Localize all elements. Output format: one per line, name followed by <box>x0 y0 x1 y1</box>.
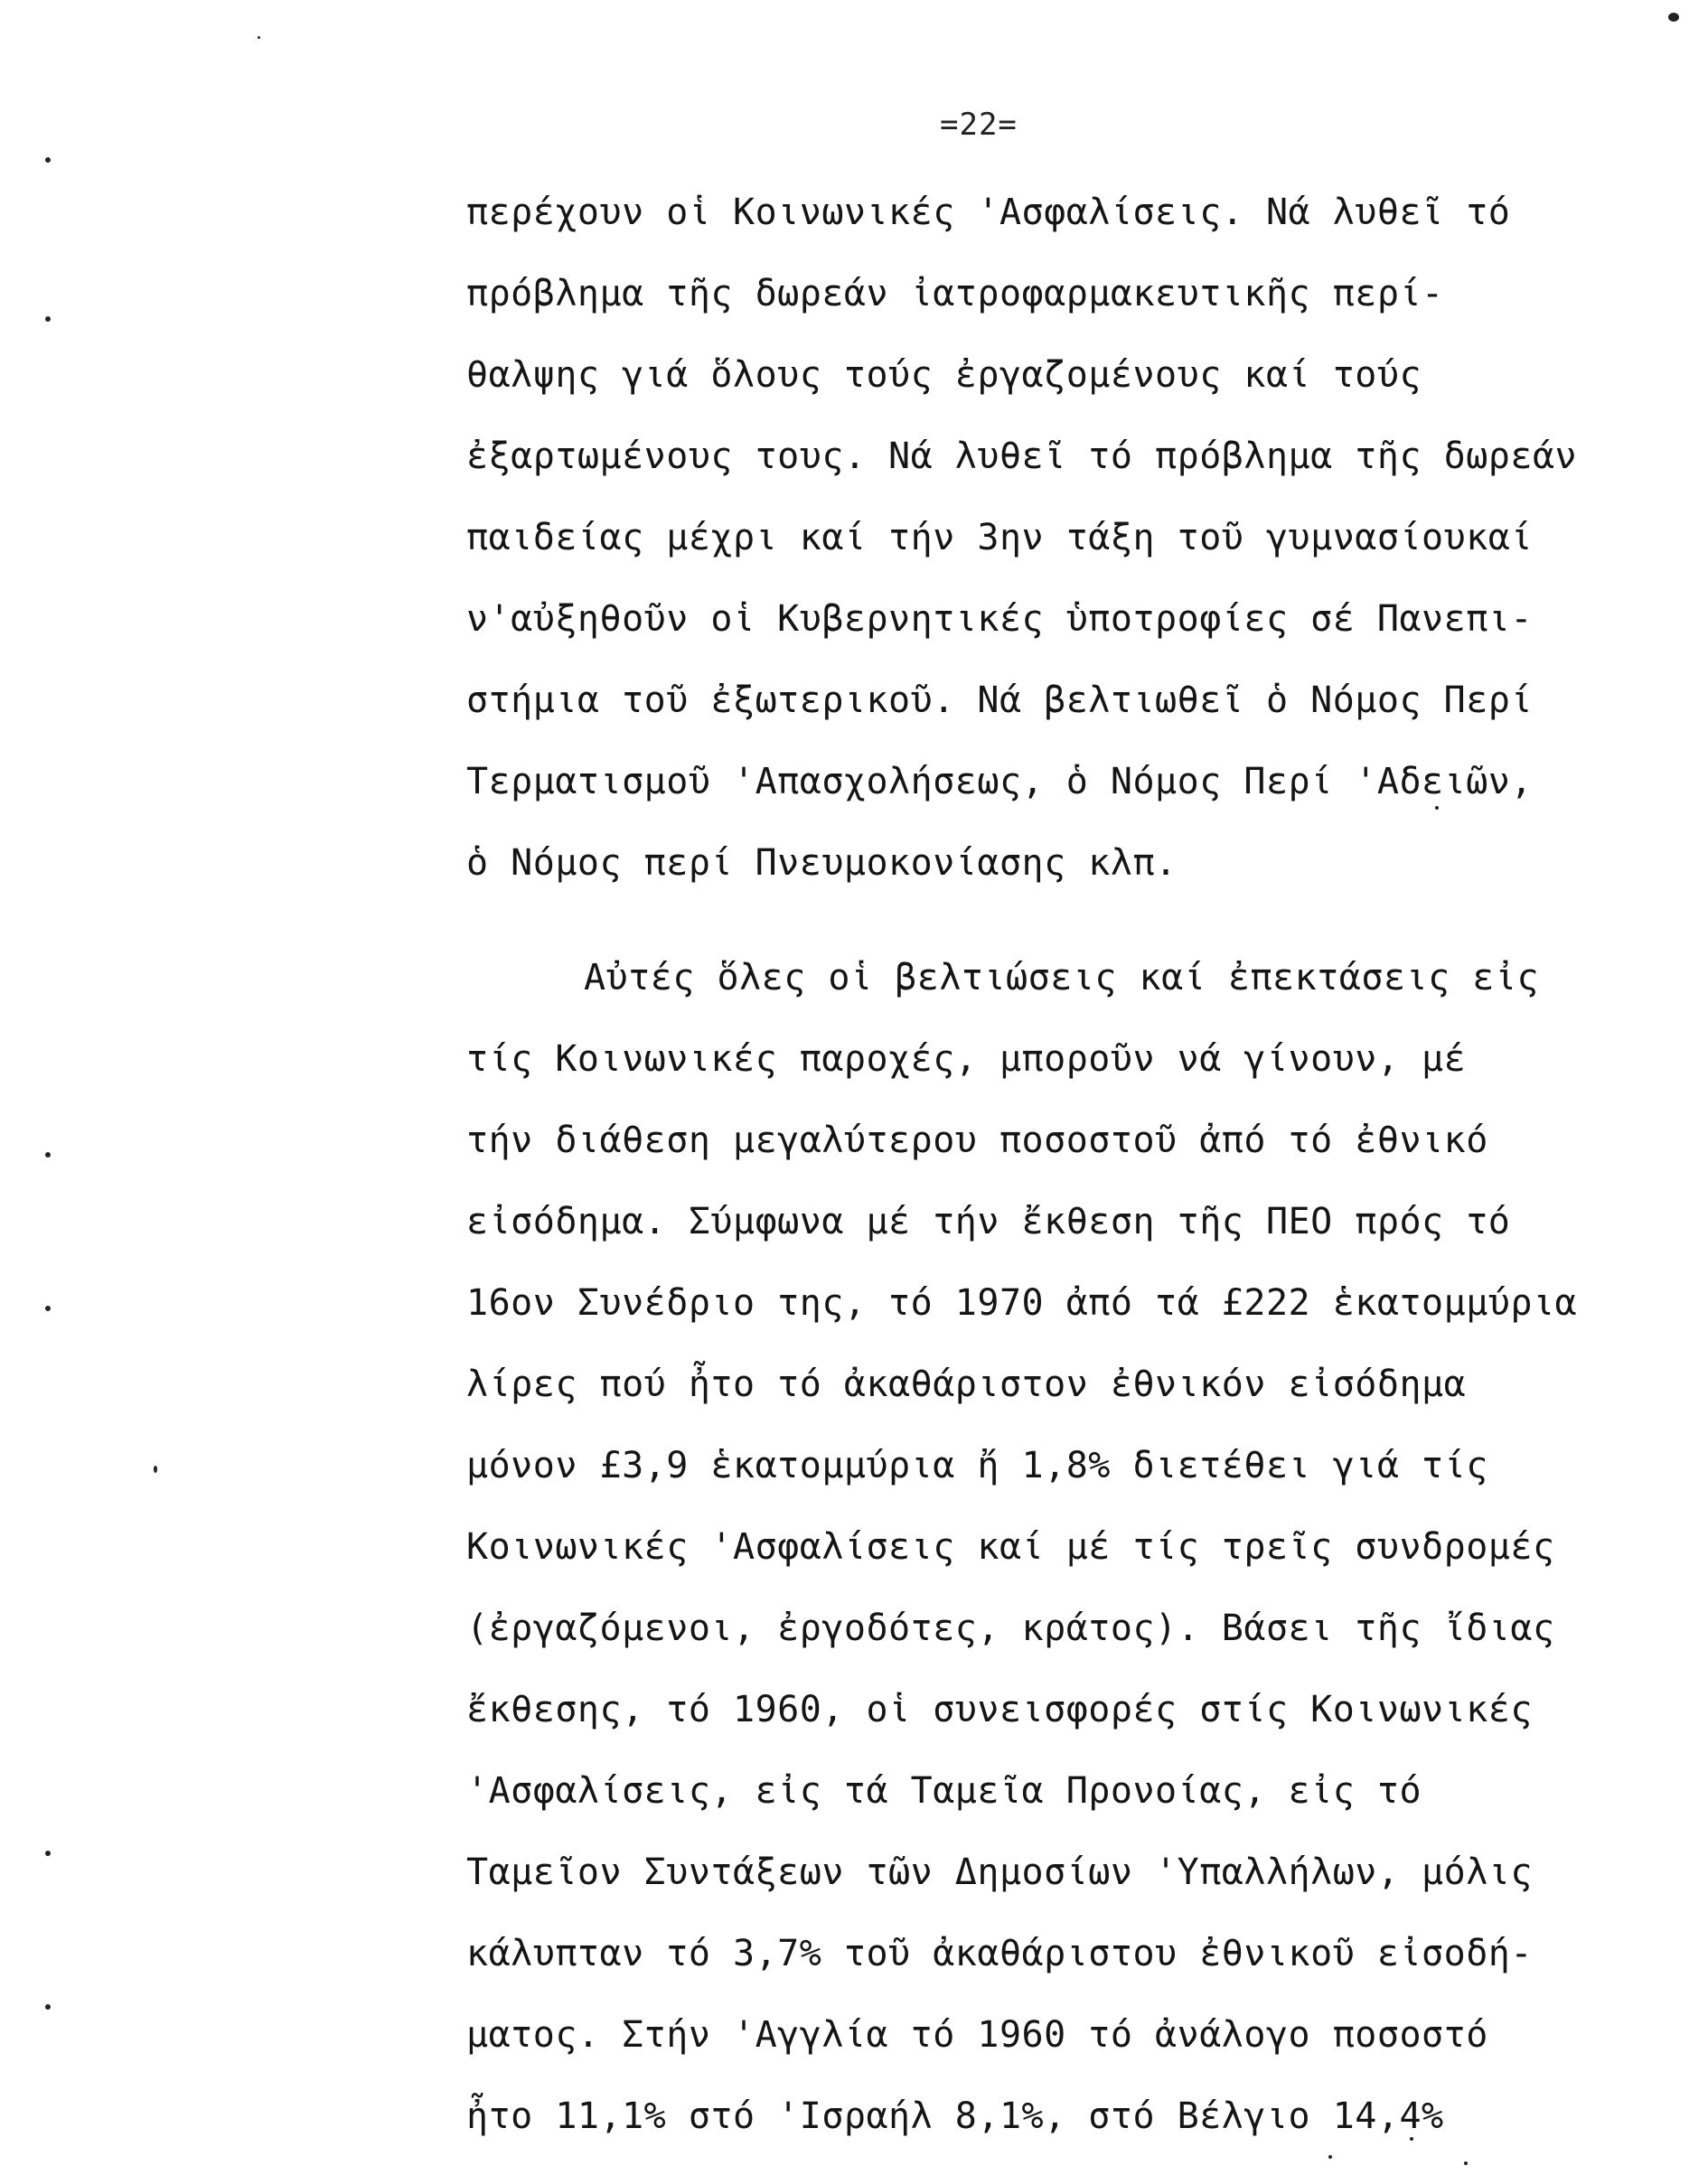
text-line: πρόβλημα τῆς δωρεάν ἰατροφαρμακευτικῆς περί- <box>466 273 1444 314</box>
paragraph-1 <box>466 172 1605 904</box>
scan-speck <box>154 1466 157 1473</box>
text-line: 16ον Συνέδριο της, τό 1970 ἀπό τά £222 ἑκατομμύρια <box>466 1282 1578 1324</box>
text-line: θαλψης γιά ὅλους τούς ἐργαζομένους καί τούς <box>466 354 1422 396</box>
text-line: ἐξαρτωμένους τους. Νά λυθεῖ τό πρόβλημα τῆς δωρεάν <box>466 436 1578 477</box>
scan-speck <box>1464 2161 1468 2165</box>
text-line: ματος. Στήν 'Αγγλία τό 1960 τό ἀνάλογο ποσοστό <box>466 2014 1488 2056</box>
text-line: Τερματισμοῦ 'Απασχολήσεως, ὁ Νόμος Περί 'Αδειῶν, <box>466 761 1533 802</box>
scan-speck <box>1328 2155 1332 2159</box>
scan-speck <box>1668 13 1679 22</box>
paragraph-2 <box>466 937 1605 2157</box>
scan-speck <box>1410 2137 1413 2141</box>
scan-speck <box>258 36 260 39</box>
scan-speck <box>1435 806 1439 810</box>
text-line: ἔκθεσης, τό 1960, οἱ συνεισφορές στίς Κοινωνικές <box>466 1689 1533 1730</box>
text-line: ν'αὐξηθοῦν οἱ Κυβερνητικές ὑποτροφίες σέ Πανεπι- <box>466 598 1533 640</box>
scan-speck <box>45 316 51 322</box>
text-line: λίρες πού ἦτο τό ἀκαθάριστον ἐθνικόν εἰσόδημα <box>466 1364 1467 1405</box>
text-line: (ἐργαζόμενοι, ἐργοδότες, κράτος). Βάσει τῆς ἴδιας <box>466 1608 1555 1649</box>
text-line: περέχουν οἱ Κοινωνικές 'Ασφαλίσεις. Νά λυθεῖ τό <box>466 192 1511 233</box>
text-line: στήμια τοῦ ἐξωτερικοῦ. Νά βελτιωθεῖ ὁ Νόμος Περί <box>466 680 1533 721</box>
text-line: Ταμεῖον Συντάξεων τῶν Δημοσίων 'Υπαλλήλων, μόλις <box>466 1852 1533 1893</box>
text-line: 'Ασφαλίσεις, εἰς τά Ταμεῖα Προνοίας, εἰς τό <box>466 1770 1422 1812</box>
scan-speck <box>45 2004 51 2010</box>
text-line: παιδείας μέχρι καί τήν 3ην τάξη τοῦ γυμνασίουκαί <box>466 517 1533 558</box>
text-line: μόνον £3,9 ἑκατομμύρια ἤ 1,8% διετέθει γιά τίς <box>466 1445 1488 1486</box>
text-line: ὁ Νόμος περί Πνευμοκονίασης κλπ. <box>466 842 1178 884</box>
text-line: Αὐτές ὅλες οἱ βελτιώσεις καί ἐπεκτάσεις εἰς <box>584 957 1540 998</box>
text-line: Κοινωνικές 'Ασφαλίσεις καί μέ τίς τρεῖς συνδρομές <box>466 1526 1555 1568</box>
scan-speck <box>45 1306 51 1311</box>
text-line: εἰσόδημα. Σύμφωνα μέ τήν ἔκθεση τῆς ΠΕΟ πρός τό <box>466 1201 1511 1242</box>
scan-speck <box>45 1851 51 1856</box>
text-line: ἦτο 11,1% στό 'Ισραήλ 8,1%, στό Βέλγιο 14,4% <box>466 2095 1444 2137</box>
text-line: τίς Κοινωνικές παροχές, μποροῦν νά γίνουν, μέ <box>466 1038 1467 1080</box>
text-line: κάλυπταν τό 3,7% τοῦ ἀκαθάριστου ἐθνικοῦ εἰσοδή- <box>466 1933 1533 1974</box>
text-line: τήν διάθεση μεγαλύτερου ποσοστοῦ ἀπό τό ἐθνικό <box>466 1120 1488 1161</box>
scan-speck <box>45 157 51 163</box>
page-number: =22= <box>940 107 1018 143</box>
scan-speck <box>45 1152 51 1158</box>
